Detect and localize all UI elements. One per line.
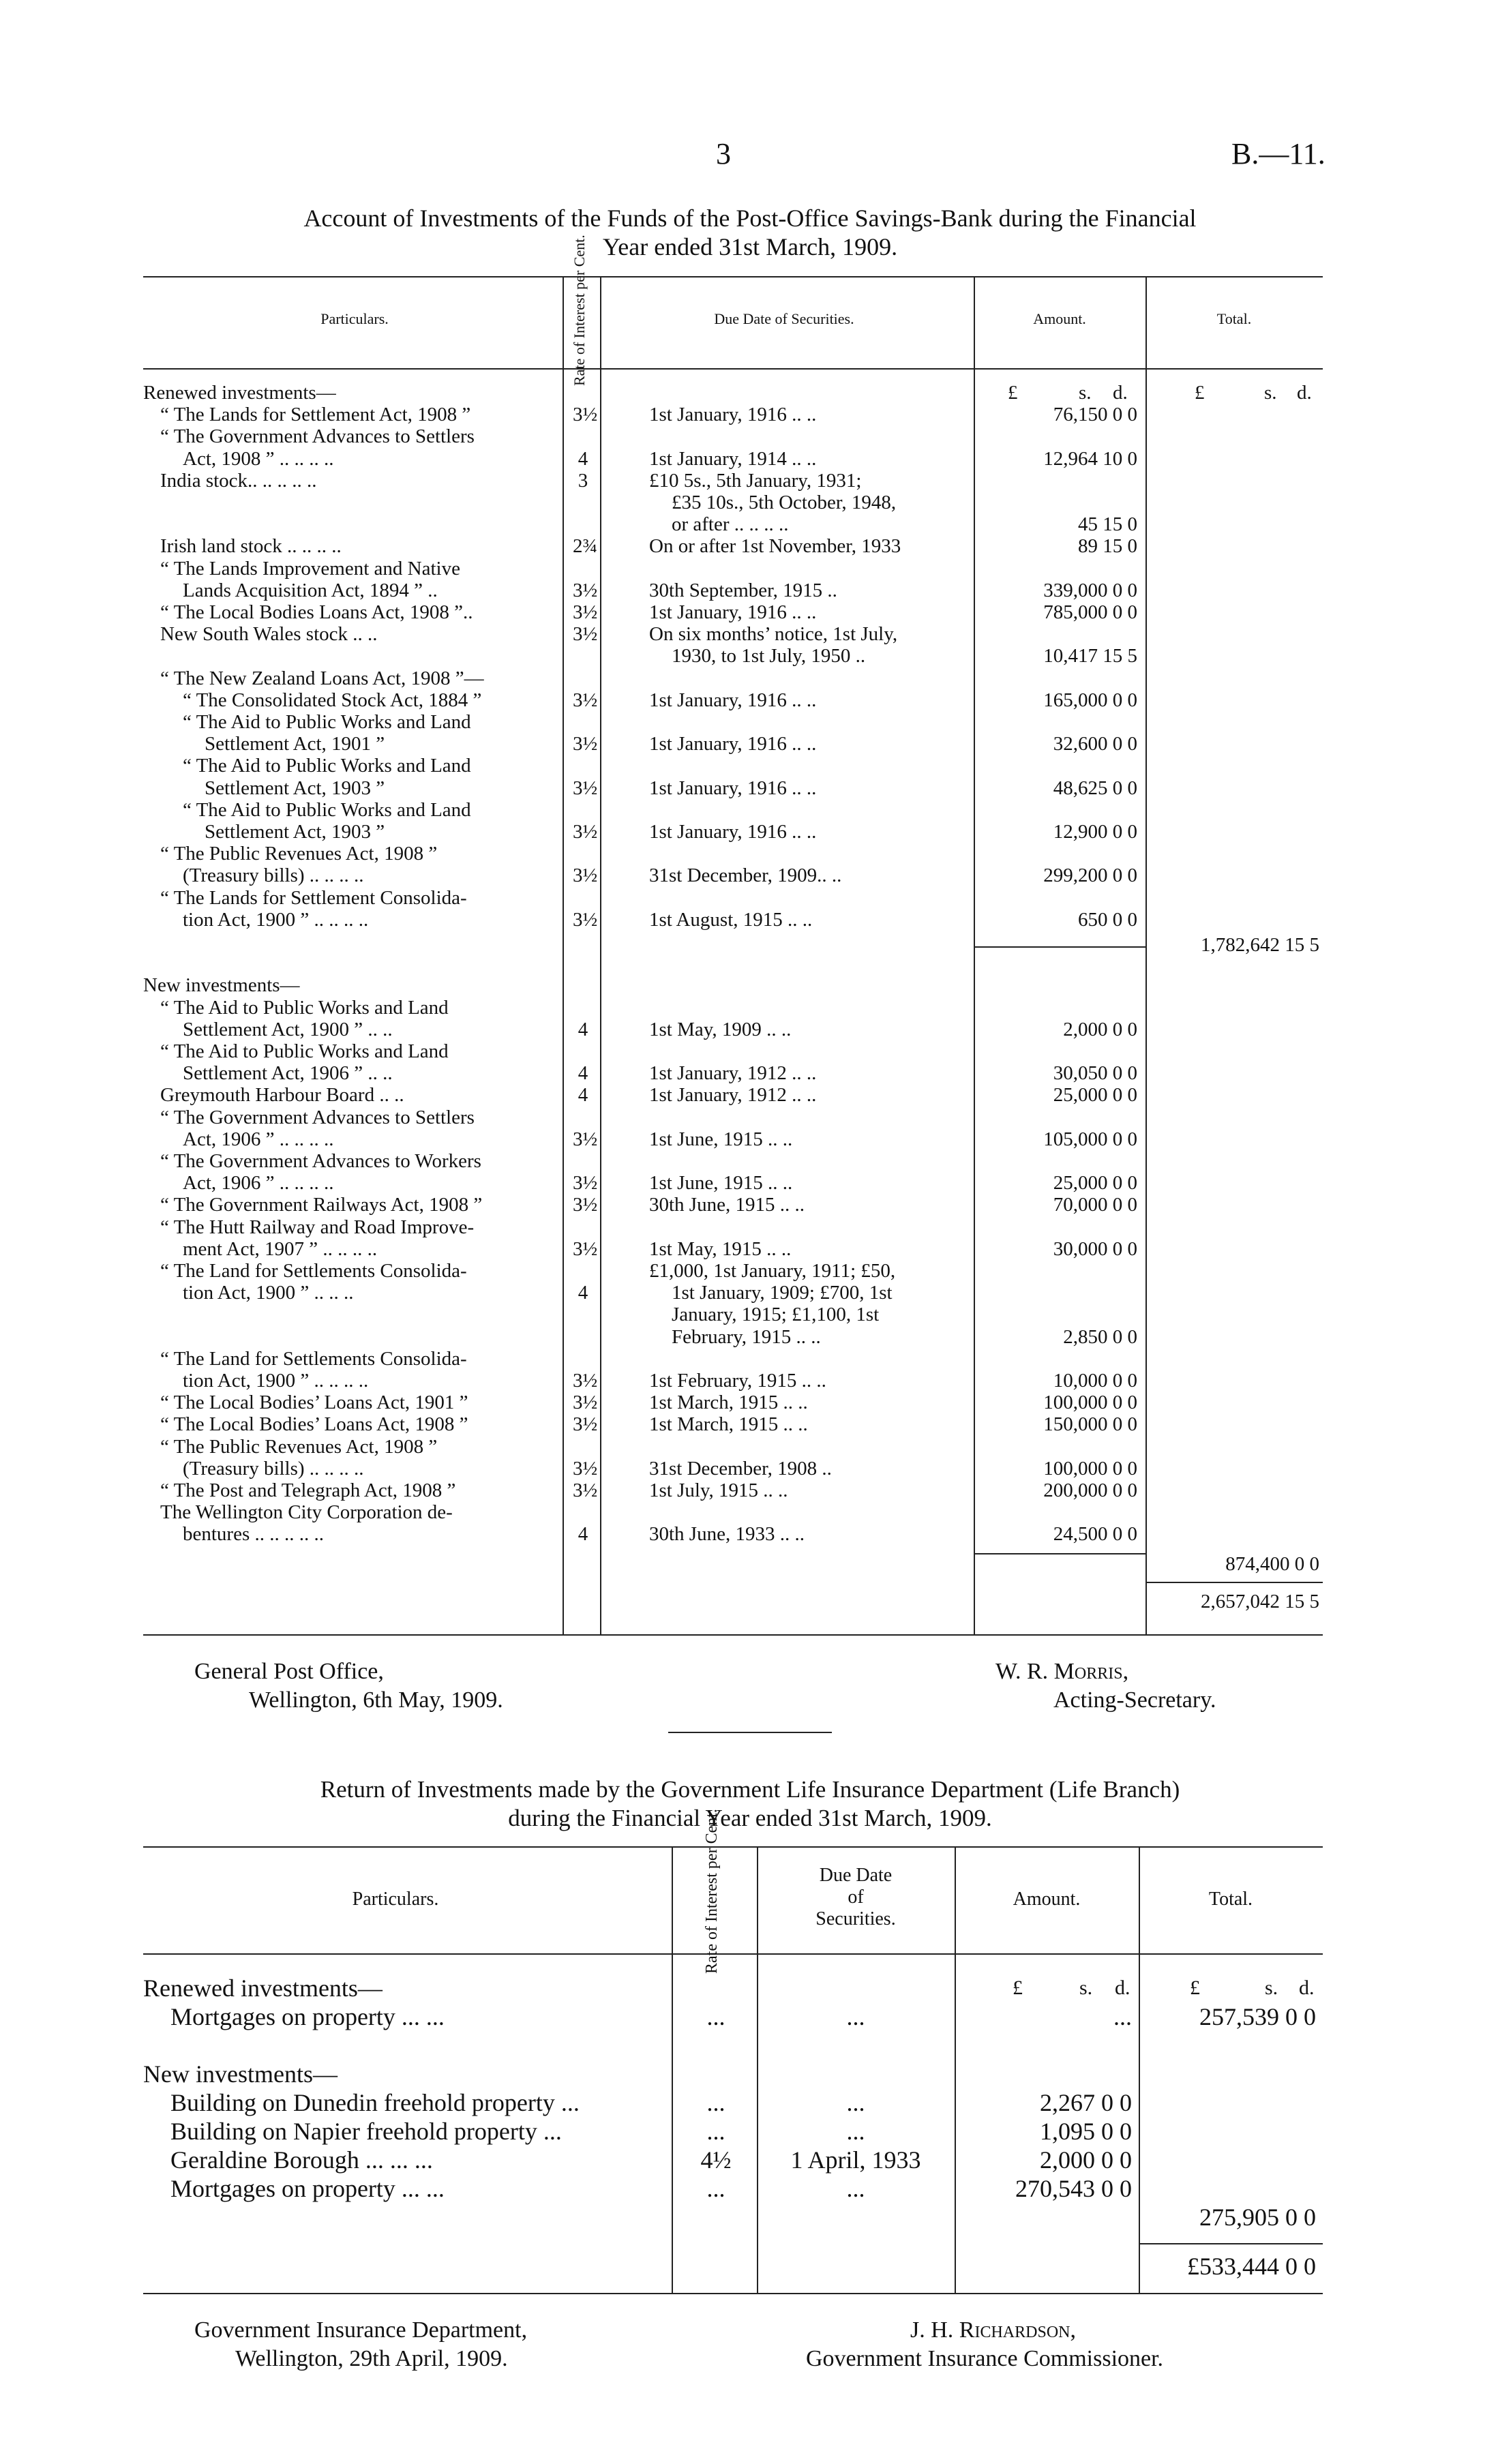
- renewed-particulars: Irish land stock .. .. .. ..: [160, 535, 342, 558]
- new-particulars: “ The Aid to Public Works and Land: [160, 1040, 449, 1062]
- renewed-due-date: 1st January, 1916 .. ..: [649, 821, 817, 843]
- renewed-rate: 3½: [573, 865, 598, 887]
- new-due-date: 1st May, 1915 .. ..: [649, 1237, 792, 1260]
- account-col-particulars: Particulars.: [320, 310, 389, 327]
- account-col-total: Total.: [1216, 310, 1252, 327]
- new-particulars: Greymouth Harbour Board .. ..: [160, 1084, 404, 1107]
- return-new-heading: New investments—: [143, 2060, 338, 2088]
- new-rate: 4: [578, 1084, 588, 1107]
- new-rate: 3½: [573, 1479, 598, 1501]
- renewed-due-date: 30th September, 1915 ..: [649, 579, 837, 601]
- new-amount: 200,000 0 0: [1043, 1479, 1137, 1501]
- account-col-due: Due Date of Securities.: [714, 310, 854, 327]
- renewed-particulars: “ The Aid to Public Works and Land: [183, 711, 471, 733]
- new-rate: 3½: [573, 1392, 598, 1414]
- renewed-amount: 339,000 0 0: [1043, 579, 1137, 601]
- return-col-divider: [757, 1846, 758, 2293]
- return-new-rate: 4½: [700, 2146, 732, 2174]
- new-due-date: 1st June, 1915 .. ..: [649, 1172, 793, 1195]
- new-particulars: tion Act, 1900 ” .. .. .. ..: [183, 1370, 369, 1392]
- account-signer-name: W. R. Morris,: [995, 1659, 1129, 1684]
- return-new-particulars: Building on Dunedin freehold property ...: [170, 2089, 580, 2116]
- return-total-shilling: s.: [1265, 1977, 1278, 1999]
- return-col-total: Total.: [1208, 1889, 1253, 1910]
- renewed-particulars: “ The Aid to Public Works and Land: [183, 798, 471, 821]
- return-renewed-total: 257,539 0 0: [1199, 2003, 1316, 2030]
- renewed-rate: 3½: [573, 908, 598, 931]
- renewed-due-date: £10 5s., 5th January, 1931;: [649, 469, 862, 492]
- return-col-particulars: Particulars.: [352, 1889, 439, 1910]
- new-particulars: ment Act, 1907 ” .. .. .. ..: [183, 1237, 378, 1260]
- total-currency-pound: £: [1195, 382, 1205, 404]
- return-renewed-heading: Renewed investments—: [143, 1974, 383, 2002]
- renewed-particulars: “ The Local Bodies Loans Act, 1908 ”..: [160, 601, 473, 623]
- new-due-date: February, 1915 .. ..: [672, 1325, 821, 1348]
- return-new-rate: ...: [706, 2118, 725, 2145]
- new-rate: 3½: [573, 1194, 598, 1216]
- renewed-particulars: “ The Government Advances to Settlers: [160, 425, 475, 448]
- account-col-amount: Amount.: [1033, 310, 1086, 327]
- return-table-top-rule: [143, 1846, 1323, 1848]
- new-due-date: 30th June, 1915 .. ..: [649, 1194, 805, 1216]
- renewed-due-date: On six months’ notice, 1st July,: [649, 623, 898, 646]
- return-col-rate: Rate of Interest per Cent.: [703, 1809, 721, 1974]
- account-col-divider: [600, 276, 601, 1634]
- new-amount: 30,000 0 0: [1053, 1237, 1137, 1260]
- new-rate: 4: [578, 1018, 588, 1040]
- new-rate: 4: [578, 1282, 588, 1304]
- return-col-due-line2: of: [848, 1887, 864, 1908]
- new-particulars: “ The Government Railways Act, 1908 ”: [160, 1194, 483, 1216]
- section-divider: [668, 1732, 832, 1733]
- return-col-divider: [1139, 1846, 1140, 2293]
- amount-currency-pound: £: [1008, 382, 1018, 404]
- return-grand-total: £533,444 0 0: [1187, 2253, 1316, 2280]
- new-rate: 4: [578, 1062, 588, 1085]
- renewed-amount: 650 0 0: [1078, 908, 1137, 931]
- renewed-particulars: “ The Lands for Settlement Act, 1908 ”: [160, 404, 471, 426]
- new-due-date: 1st March, 1915 .. ..: [649, 1413, 808, 1436]
- grand-total-rule: [1145, 1582, 1323, 1583]
- new-total: 874,400 0 0: [1225, 1553, 1319, 1575]
- new-rate: 3½: [573, 1457, 598, 1479]
- renewed-particulars: Settlement Act, 1903 ”: [205, 777, 385, 799]
- new-amount: 25,000 0 0: [1053, 1084, 1137, 1107]
- grand-total: 2,657,042 15 5: [1201, 1591, 1319, 1612]
- return-amount-shilling: s.: [1079, 1977, 1093, 1999]
- renewed-rate: 3½: [573, 821, 598, 843]
- renewed-amount: 12,964 10 0: [1043, 447, 1137, 470]
- renewed-due-date: 31st December, 1909.. ..: [649, 865, 842, 887]
- return-col-divider: [672, 1846, 673, 2293]
- renewed-due-date: £35 10s., 5th October, 1948,: [672, 492, 897, 513]
- renewed-particulars: India stock.. .. .. .. ..: [160, 469, 317, 492]
- new-particulars: “ The Local Bodies’ Loans Act, 1901 ”: [160, 1392, 468, 1414]
- account-signer-title: Acting-Secretary.: [1053, 1687, 1216, 1713]
- new-particulars: Act, 1906 ” .. .. .. ..: [183, 1128, 334, 1150]
- renewed-particulars: “ The Lands for Settlement Consolida-: [160, 886, 467, 909]
- renewed-particulars: New South Wales stock .. ..: [160, 623, 378, 646]
- renewed-amount: 10,417 15 5: [1043, 645, 1137, 667]
- return-new-due: 1 April, 1933: [790, 2146, 921, 2174]
- renewed-amount: 76,150 0 0: [1053, 404, 1137, 426]
- new-due-date: 1st March, 1915 .. ..: [649, 1392, 808, 1414]
- return-renewed-particulars: Mortgages on property ... ...: [170, 2003, 445, 2030]
- return-renewed-rate: ...: [706, 2003, 725, 2030]
- renewed-due-date: 1st January, 1916 .. ..: [649, 404, 817, 426]
- account-table-bottom-rule: [143, 1634, 1323, 1636]
- return-amount-pound: £: [1013, 1977, 1023, 1999]
- new-particulars: “ The Public Revenues Act, 1908 ”: [160, 1435, 438, 1458]
- new-amount: 30,050 0 0: [1053, 1062, 1137, 1085]
- return-total-pound: £: [1190, 1977, 1200, 1999]
- new-particulars: “ The Government Advances to Workers: [160, 1150, 481, 1172]
- renewed-amount: 45 15 0: [1078, 513, 1137, 536]
- renewed-particulars: Lands Acquisition Act, 1894 ” ..: [183, 579, 438, 601]
- new-due-date: 31st December, 1908 ..: [649, 1457, 832, 1479]
- new-due-date: 1st June, 1915 .. ..: [649, 1128, 793, 1150]
- return-new-due: ...: [846, 2175, 865, 2202]
- renewed-amount: 165,000 0 0: [1043, 689, 1137, 711]
- new-amount: 2,000 0 0: [1063, 1018, 1137, 1040]
- return-signer-name: J. H. Richardson,: [910, 2317, 1076, 2343]
- total-currency-pence: d.: [1297, 382, 1312, 404]
- renewed-due-date: 1st January, 1916 .. ..: [649, 601, 817, 623]
- return-title-line1: Return of Investments made by the Government Life Insurance Department (Life Branch): [320, 1776, 1180, 1803]
- renewed-amount: 89 15 0: [1078, 535, 1137, 558]
- account-col-divider: [563, 276, 564, 1634]
- new-particulars: tion Act, 1900 ” .. .. ..: [183, 1282, 354, 1304]
- renewed-particulars: tion Act, 1900 ” .. .. .. ..: [183, 908, 369, 931]
- new-particulars: (Treasury bills) .. .. .. ..: [183, 1457, 364, 1479]
- new-particulars: The Wellington City Corporation de-: [160, 1501, 453, 1524]
- renewed-particulars: Settlement Act, 1901 ”: [205, 733, 385, 755]
- new-due-date: £1,000, 1st January, 1911; £50,: [649, 1260, 896, 1282]
- return-place-line1: Government Insurance Department,: [194, 2317, 528, 2343]
- return-new-rate: ...: [706, 2175, 725, 2202]
- renewed-particulars: “ The Public Revenues Act, 1908 ”: [160, 843, 438, 865]
- return-new-due: ...: [846, 2089, 865, 2116]
- return-grand-total-rule: [1139, 2243, 1323, 2244]
- new-due-date: January, 1915; £1,100, 1st: [672, 1304, 880, 1326]
- return-col-due: [764, 1865, 948, 1930]
- new-particulars: “ The Post and Telegraph Act, 1908 ”: [160, 1479, 456, 1501]
- new-amount: 100,000 0 0: [1043, 1457, 1137, 1479]
- account-title-line1: Account of Investments of the Funds of the Post-Office Savings-Bank during the Financial: [303, 205, 1197, 232]
- return-new-amount: 2,267 0 0: [1040, 2089, 1132, 2116]
- new-amount: 2,850 0 0: [1063, 1325, 1137, 1348]
- renewed-due-date: 1930, to 1st July, 1950 ..: [672, 645, 866, 667]
- account-col-divider: [1145, 276, 1147, 1634]
- new-rate: 4: [578, 1523, 588, 1546]
- renewed-due-date: or after .. .. .. ..: [672, 513, 789, 536]
- renewed-due-date: 1st January, 1914 .. ..: [649, 447, 817, 470]
- return-new-amount: 2,000 0 0: [1040, 2146, 1132, 2174]
- new-particulars: “ The Land for Settlements Consolida-: [160, 1260, 467, 1282]
- renewed-amount: 12,900 0 0: [1053, 821, 1137, 843]
- new-rate: 3½: [573, 1413, 598, 1436]
- renewed-particulars: Settlement Act, 1903 ”: [205, 821, 385, 843]
- return-col-amount: Amount.: [1013, 1889, 1081, 1910]
- return-amount-pence: d.: [1115, 1977, 1130, 1999]
- return-new-amount: 1,095 0 0: [1040, 2118, 1132, 2145]
- renewed-due-date: 1st January, 1916 .. ..: [649, 689, 817, 711]
- account-place-line1: General Post Office,: [194, 1659, 384, 1684]
- return-signer-title: Government Insurance Commissioner.: [806, 2346, 1164, 2371]
- renewed-amount: 32,600 0 0: [1053, 733, 1137, 755]
- return-table-head-rule: [143, 1953, 1323, 1955]
- renewed-particulars: “ The Lands Improvement and Native: [160, 557, 460, 580]
- renewed-due-date: 1st January, 1916 .. ..: [649, 777, 817, 799]
- new-amount: 25,000 0 0: [1053, 1172, 1137, 1195]
- account-col-rate: Rate of Interest per Cent.: [571, 235, 588, 386]
- return-new-rate: ...: [706, 2089, 725, 2116]
- return-col-divider: [955, 1846, 956, 2293]
- new-due-date: 1st January, 1912 .. ..: [649, 1084, 817, 1107]
- return-renewed-amount: ...: [1113, 2003, 1132, 2030]
- new-amount: 100,000 0 0: [1043, 1392, 1137, 1414]
- return-new-due: ...: [846, 2118, 865, 2145]
- account-title-line2: Year ended 31st March, 1909.: [602, 233, 898, 260]
- new-rate: 3½: [573, 1172, 598, 1195]
- new-particulars: Settlement Act, 1906 ” .. ..: [183, 1062, 393, 1085]
- total-currency-shilling: s.: [1264, 382, 1277, 404]
- return-place-line2: Wellington, 29th April, 1909.: [235, 2346, 508, 2371]
- new-particulars: “ The Hutt Railway and Road Improve-: [160, 1216, 475, 1238]
- new-heading: New investments—: [143, 974, 300, 997]
- renewed-due-date: 1st January, 1916 .. ..: [649, 733, 817, 755]
- new-due-date: 1st February, 1915 .. ..: [649, 1370, 826, 1392]
- return-col-due-line1: Due Date: [819, 1865, 893, 1886]
- new-due-date: 1st January, 1909; £700, 1st: [672, 1282, 893, 1304]
- document-reference: B.—11.: [1231, 137, 1325, 170]
- amount-currency-pence: d.: [1113, 382, 1128, 404]
- new-due-date: 1st July, 1915 .. ..: [649, 1479, 788, 1501]
- renewed-particulars: “ The Consolidated Stock Act, 1884 ”: [183, 689, 482, 711]
- renewed-heading: Renewed investments—: [143, 382, 336, 404]
- new-due-date: 30th June, 1933 .. ..: [649, 1523, 805, 1546]
- new-subtotal-rule: [974, 1553, 1145, 1554]
- renewed-rate: 3½: [573, 689, 598, 711]
- new-particulars: bentures .. .. .. .. ..: [183, 1523, 324, 1546]
- renewed-rate: 3½: [573, 404, 598, 426]
- new-amount: 10,000 0 0: [1053, 1370, 1137, 1392]
- new-particulars: Act, 1906 ” .. .. .. ..: [183, 1172, 334, 1195]
- new-due-date: 1st January, 1912 .. ..: [649, 1062, 817, 1085]
- new-particulars: “ The Land for Settlements Consolida-: [160, 1347, 467, 1370]
- new-particulars: “ The Aid to Public Works and Land: [160, 996, 449, 1019]
- new-amount: 70,000 0 0: [1053, 1194, 1137, 1216]
- renewed-due-date: On or after 1st November, 1933: [649, 535, 901, 558]
- page-number: 3: [716, 137, 731, 170]
- return-table-bottom-rule: [143, 2293, 1323, 2294]
- return-title-line2: during the Financial Year ended 31st March, 1909.: [508, 1805, 992, 1831]
- new-particulars: “ The Local Bodies’ Loans Act, 1908 ”: [160, 1413, 468, 1436]
- renewed-particulars: Act, 1908 ” .. .. .. ..: [183, 447, 334, 470]
- renewed-rate: 4: [578, 447, 588, 470]
- renewed-particulars: “ The New Zealand Loans Act, 1908 ”—: [160, 667, 484, 689]
- return-new-particulars: Mortgages on property ... ...: [170, 2175, 445, 2202]
- new-rate: 3½: [573, 1370, 598, 1392]
- renewed-rate: 3½: [573, 777, 598, 799]
- new-due-date: 1st May, 1909 .. ..: [649, 1018, 792, 1040]
- renewed-rate: 3½: [573, 579, 598, 601]
- new-amount: 105,000 0 0: [1043, 1128, 1137, 1150]
- new-amount: 24,500 0 0: [1053, 1523, 1137, 1546]
- return-new-total: 275,905 0 0: [1199, 2204, 1316, 2231]
- return-col-due-line3: Securities.: [815, 1908, 896, 1929]
- account-place-line2: Wellington, 6th May, 1909.: [249, 1687, 503, 1713]
- renewed-particulars: “ The Aid to Public Works and Land: [183, 755, 471, 777]
- renewed-rate: 3½: [573, 601, 598, 623]
- renewed-amount: 48,625 0 0: [1053, 777, 1137, 799]
- return-total-pence: d.: [1299, 1977, 1315, 1999]
- amount-currency-shilling: s.: [1079, 382, 1092, 404]
- renewed-subtotal-rule: [974, 946, 1145, 948]
- return-new-particulars: Building on Napier freehold property ...: [170, 2118, 562, 2145]
- renewed-rate: 3: [578, 469, 588, 492]
- return-renewed-due: ...: [846, 2003, 865, 2030]
- new-particulars: “ The Government Advances to Settlers: [160, 1106, 475, 1128]
- renewed-due-date: 1st August, 1915 .. ..: [649, 908, 813, 931]
- account-col-divider: [974, 276, 975, 1634]
- return-new-particulars: Geraldine Borough ... ... ...: [170, 2146, 433, 2174]
- renewed-amount: 785,000 0 0: [1043, 601, 1137, 623]
- renewed-rate: 3½: [573, 733, 598, 755]
- renewed-amount: 299,200 0 0: [1043, 865, 1137, 887]
- new-particulars: Settlement Act, 1900 ” .. ..: [183, 1018, 393, 1040]
- return-new-amount: 270,543 0 0: [1015, 2175, 1132, 2202]
- new-rate: 3½: [573, 1128, 598, 1150]
- new-amount: 150,000 0 0: [1043, 1413, 1137, 1436]
- new-rate: 3½: [573, 1237, 598, 1260]
- renewed-rate: 3½: [573, 623, 598, 646]
- renewed-rate: 2¾: [573, 535, 598, 558]
- renewed-total: 1,782,642 15 5: [1201, 934, 1319, 956]
- renewed-particulars: (Treasury bills) .. .. .. ..: [183, 865, 364, 887]
